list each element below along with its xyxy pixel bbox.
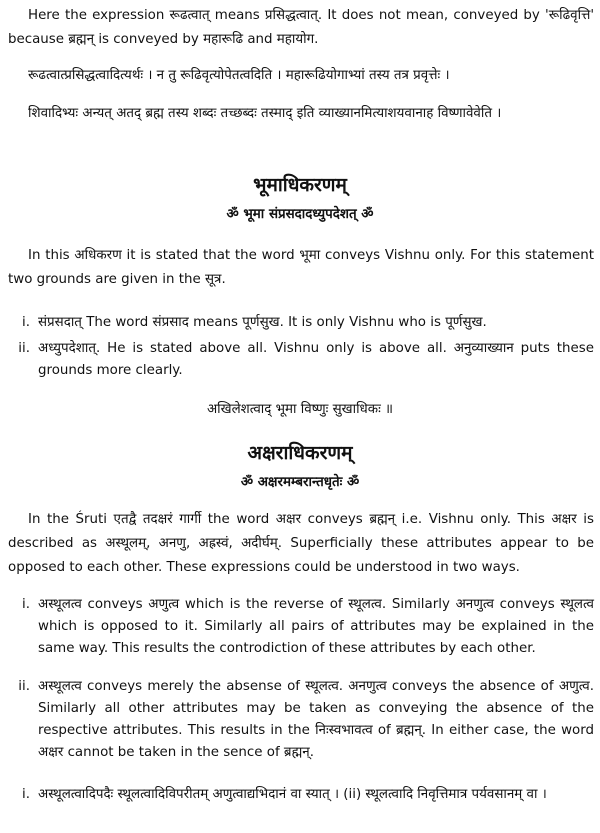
- list-item-akshara-1: [8, 594, 594, 660]
- paragraph-bhuma-intro: In this अधिकरण it is stated that the word भूमा conveys Vishnu only. For this statement two grounds are given in the सूत्र.: [8, 248, 594, 287]
- paragraph-sanskrit-gloss: रूढत्वात्प्रसिद्धत्वादित्यर्थः । न तु रूढिवृत्योपेतत्वदिति । महारूढियोगाभ्यां तस्य तत्र प्रवृत्तेः ।: [28, 68, 450, 83]
- section-heading-bhuma: भूमाधिकरणम्: [253, 174, 347, 196]
- list-number: i.: [22, 315, 30, 330]
- sutra-bhuma: ॐ भूमा संप्रसदादध्युपदेशत् ॐ: [226, 207, 374, 222]
- paragraph-sanskrit-commentary: शिवादिभ्यः अन्यत् अतद् ब्रह्म तस्य शब्दः तच्छब्दः तस्माद् इति व्याख्यानमित्याशयवानाह विष्णावेवेति ।: [28, 106, 502, 121]
- verse-bhuma: अखिलेशत्वाद् भूमा विष्णुः सुखाधिकः ॥: [206, 402, 394, 417]
- paragraph-expression: Here the expression रूढत्वात् means प्रसिद्धत्वात्. It does not mean, conveyed by 'रूढिवृत्ति' because ब्रह्मन् is conveyed by महारूढि and महायोग.: [8, 8, 594, 47]
- list-text: अध्युपदेशात्. He is stated above all. Vishnu only is above all. अनुव्याख्यान puts these grounds more clearly.: [38, 341, 594, 378]
- section-heading-akshara: अक्षराधिकरणम्: [247, 442, 353, 464]
- list-item-akshara-2: [8, 676, 594, 764]
- list-item-akshara-sanskrit: [8, 784, 594, 806]
- list-number: i.: [22, 597, 30, 612]
- sutra-akshara: ॐ अक्षरमम्बरान्तधृतेः ॐ: [240, 475, 360, 490]
- list-number: i.: [22, 787, 30, 802]
- list-number: ii.: [18, 341, 30, 356]
- list-item-bhuma-1: [8, 312, 594, 334]
- paragraph-akshara-intro: In the Śruti एतद्वै तदक्षरं गार्गी the word अक्षर conveys ब्रह्मन् i.e. Vishnu only. This अक्षर is described as अस्थूलम्, अनणु, अह्रस्वं, अदीर्घम्. Superficially these attributes appear to be opposed to each other. These expressions could be understood in two ways.: [8, 512, 594, 575]
- list-text: अस्थूलत्व conveys merely the absense of स्थूलत्व. अनणुत्व conveys the absence of अणुत्व. Similarly all other attributes may be taken as conveying the absence of the respective attributes. This results in the निःस्वभावत्व of ब्रह्मन्. In either case, the word अक्षर cannot be taken in the sence of ब्रह्मन्.: [38, 679, 594, 760]
- list-text: अस्थूलत्वादिपदैः स्थूलत्वादिविपरीतम् अणुत्वाद्यभिदानं वा स्यात् । (ii) स्थूलत्वादि निवृत्तिमात्र पर्यवसानम् वा ।: [38, 787, 547, 802]
- list-text: अस्थूलत्व conveys अणुत्व which is the reverse of स्थूलत्व. Similarly अनणुत्व conveys स्थूलत्व which is opposed to it. Similarly all pairs of attributes may be explained in the same way. This results the controdiction of these attributes by each other.: [38, 597, 594, 656]
- list-item-bhuma-2: [8, 338, 594, 382]
- list-text: संप्रसदात् The word संप्रसाद means पूर्णसुख. It is only Vishnu who is पूर्णसुख.: [38, 315, 487, 330]
- list-number: ii.: [18, 679, 30, 694]
